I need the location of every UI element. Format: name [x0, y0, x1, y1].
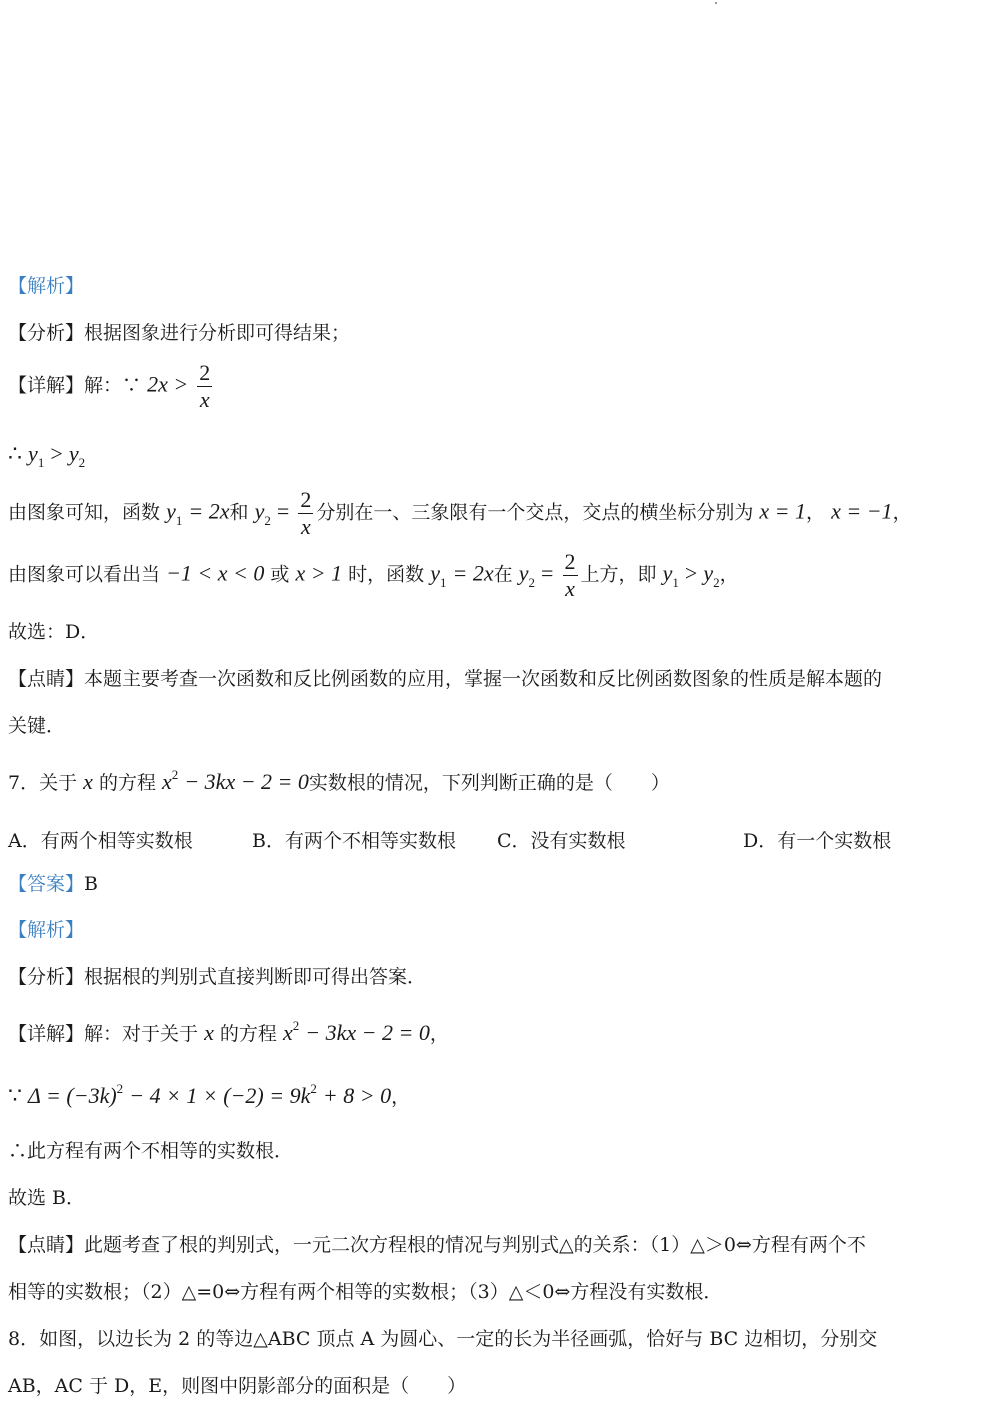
comma: ， — [892, 501, 912, 524]
equation: − 3kx − 2 = 0 — [305, 1020, 430, 1045]
comma: ， — [719, 563, 739, 586]
subscript: 1 — [672, 574, 679, 590]
superscript: 2 — [310, 1081, 317, 1096]
comma: ， — [806, 501, 826, 524]
subscript: 1 — [439, 574, 447, 590]
delta-part: Δ = (−3k) — [28, 1083, 117, 1108]
greater-than: > — [684, 560, 698, 586]
analysis-tag: 【分析】 — [8, 322, 85, 344]
question-8-line-2: AB，AC 于 D，E，则图中阴影部分的面积是（ ） — [8, 1375, 467, 1397]
fraction-numerator: 2 — [199, 360, 211, 385]
analysis-2 — [8, 968, 426, 987]
question-8-line-1: 8．如图，以边长为 2 的等边△ABC 顶点 A 为圆心、一定的长为半径画弧，恰好与 BC 边相切，分别交 — [8, 1328, 878, 1350]
comment-tag: 【点睛】 — [8, 668, 85, 690]
fraction-denominator: x — [300, 514, 311, 539]
answer — [8, 875, 98, 894]
superscript: 2 — [116, 1081, 124, 1096]
detail-1 — [8, 362, 215, 411]
q7-prefix: 7．关于 — [8, 772, 78, 794]
comment-1-cont: 关键． — [8, 715, 66, 737]
subscript: 2 — [528, 574, 535, 590]
var-x: x — [204, 1020, 214, 1045]
option-d: D．有一个实数根 — [743, 830, 892, 852]
comment-tag: 【点睛】 — [8, 1234, 85, 1256]
analysis-text: 根据图象进行分析即可得结果； — [84, 322, 351, 344]
subscript: 2 — [264, 512, 271, 528]
comment-text: 本题主要考查一次函数和反比例函数的应用，掌握一次函数和反比例函数图象的性质是解本题的 — [84, 668, 883, 690]
comment-1 — [8, 670, 882, 689]
var-x: x — [83, 769, 93, 794]
comment-text: 此题考查了根的判别式，一元二次方程根的情况与判别式△的关系：（1）△＞0⇔方程有两个不 — [84, 1234, 866, 1256]
question-7 — [8, 767, 670, 794]
text: 上方，即 — [580, 563, 657, 586]
var-y: y — [68, 441, 79, 466]
var-y: y — [662, 560, 673, 586]
detail-text: 解：∵ — [84, 374, 142, 397]
comment-2 — [8, 1236, 866, 1255]
text: 或 — [270, 563, 290, 586]
answer-value: B — [84, 873, 98, 895]
var-y: y — [430, 560, 440, 586]
choose-1: 故选：D． — [8, 621, 100, 643]
analysis-tag: 【分析】 — [8, 966, 85, 988]
equals: = — [276, 498, 290, 524]
text: 的方程 — [219, 1023, 277, 1045]
section-jiexi-2: 【解析】 — [8, 919, 85, 941]
answer-tag: 【答案】 — [8, 873, 85, 895]
greater-than: > — [50, 441, 63, 466]
delta-line — [8, 1081, 411, 1108]
section-jiexi-1: 【解析】 — [8, 275, 85, 297]
fraction-2-over-x — [197, 362, 212, 411]
subscript: 1 — [175, 512, 183, 528]
equation: = 2x — [452, 560, 494, 586]
choose-2: 故选 B． — [8, 1187, 86, 1209]
text: 由图象可以看出当 — [8, 563, 161, 586]
text: 分别在一、三象限有一个交点，交点的横坐标分别为 — [316, 501, 754, 524]
fraction-numerator: 2 — [564, 549, 576, 574]
x-value: x = −1 — [831, 498, 893, 524]
detail-text: 解：对于关于 — [84, 1023, 199, 1045]
var-y: y — [703, 560, 714, 586]
comma: ， — [429, 1023, 449, 1045]
x-value: x = 1 — [759, 498, 807, 524]
inequality: −1 < x < 0 — [166, 560, 265, 586]
delta-part: + 8 > 0 — [322, 1083, 392, 1108]
option-c: C．没有实数根 — [497, 830, 626, 852]
analysis-text: 根据根的判别式直接判断即可得出答案． — [84, 966, 427, 988]
superscript: 2 — [171, 767, 179, 782]
fraction-denominator: x — [199, 387, 210, 412]
var-y: y — [166, 498, 176, 524]
option-b: B．有两个不相等实数根 — [252, 830, 456, 852]
see-line — [8, 551, 739, 600]
therefore-2: ∴此方程有两个不相等的实数根． — [8, 1140, 294, 1162]
subscript-2: 2 — [78, 455, 86, 470]
var-y: y — [518, 560, 529, 586]
comment-2-cont: 相等的实数根；（2）△=0⇔方程有两个相等的实数根；（3）△＜0⇔方程没有实数根． — [8, 1281, 723, 1303]
text: 在 — [493, 563, 513, 586]
var-y: y — [254, 498, 265, 524]
option-a: A．有两个相等实数根 — [8, 830, 193, 852]
because-symbol: ∵ — [8, 1083, 22, 1108]
subscript: 2 — [713, 574, 720, 590]
fraction-2-over-x — [298, 489, 313, 538]
var-y: y — [28, 441, 38, 466]
detail-2 — [8, 1018, 449, 1045]
var-x: x — [162, 769, 172, 794]
superscript: 2 — [292, 1018, 300, 1033]
fraction-2-over-x — [563, 551, 578, 600]
detail-tag: 【详解】 — [8, 1023, 85, 1045]
subscript-1: 1 — [37, 455, 45, 470]
comma: ， — [391, 1086, 411, 1108]
scan-speck — [715, 2, 717, 4]
text: 时，函数 — [348, 563, 425, 586]
inequality: x > 1 — [295, 560, 343, 586]
delta-part: − 4 × 1 × (−2) = 9k — [129, 1083, 311, 1108]
text: 和 — [229, 501, 249, 524]
graph-line — [8, 489, 912, 538]
fraction-denominator: x — [565, 576, 575, 601]
detail-tag: 【详解】 — [8, 374, 85, 397]
analysis-1 — [8, 324, 350, 343]
var-x: x — [282, 1020, 293, 1045]
detail-inequality: 2x > — [147, 371, 189, 397]
fraction-numerator: 2 — [300, 487, 312, 512]
therefore-1 — [8, 441, 86, 470]
therefore-symbol: ∴ — [8, 441, 22, 466]
equation: = 2x — [188, 498, 230, 524]
text: 实数根的情况，下列判断正确的是（ ） — [308, 772, 670, 794]
equation: − 3kx − 2 = 0 — [184, 769, 309, 794]
text: 由图象可知，函数 — [8, 501, 161, 524]
equals: = — [541, 560, 554, 586]
text: 的方程 — [98, 772, 156, 794]
